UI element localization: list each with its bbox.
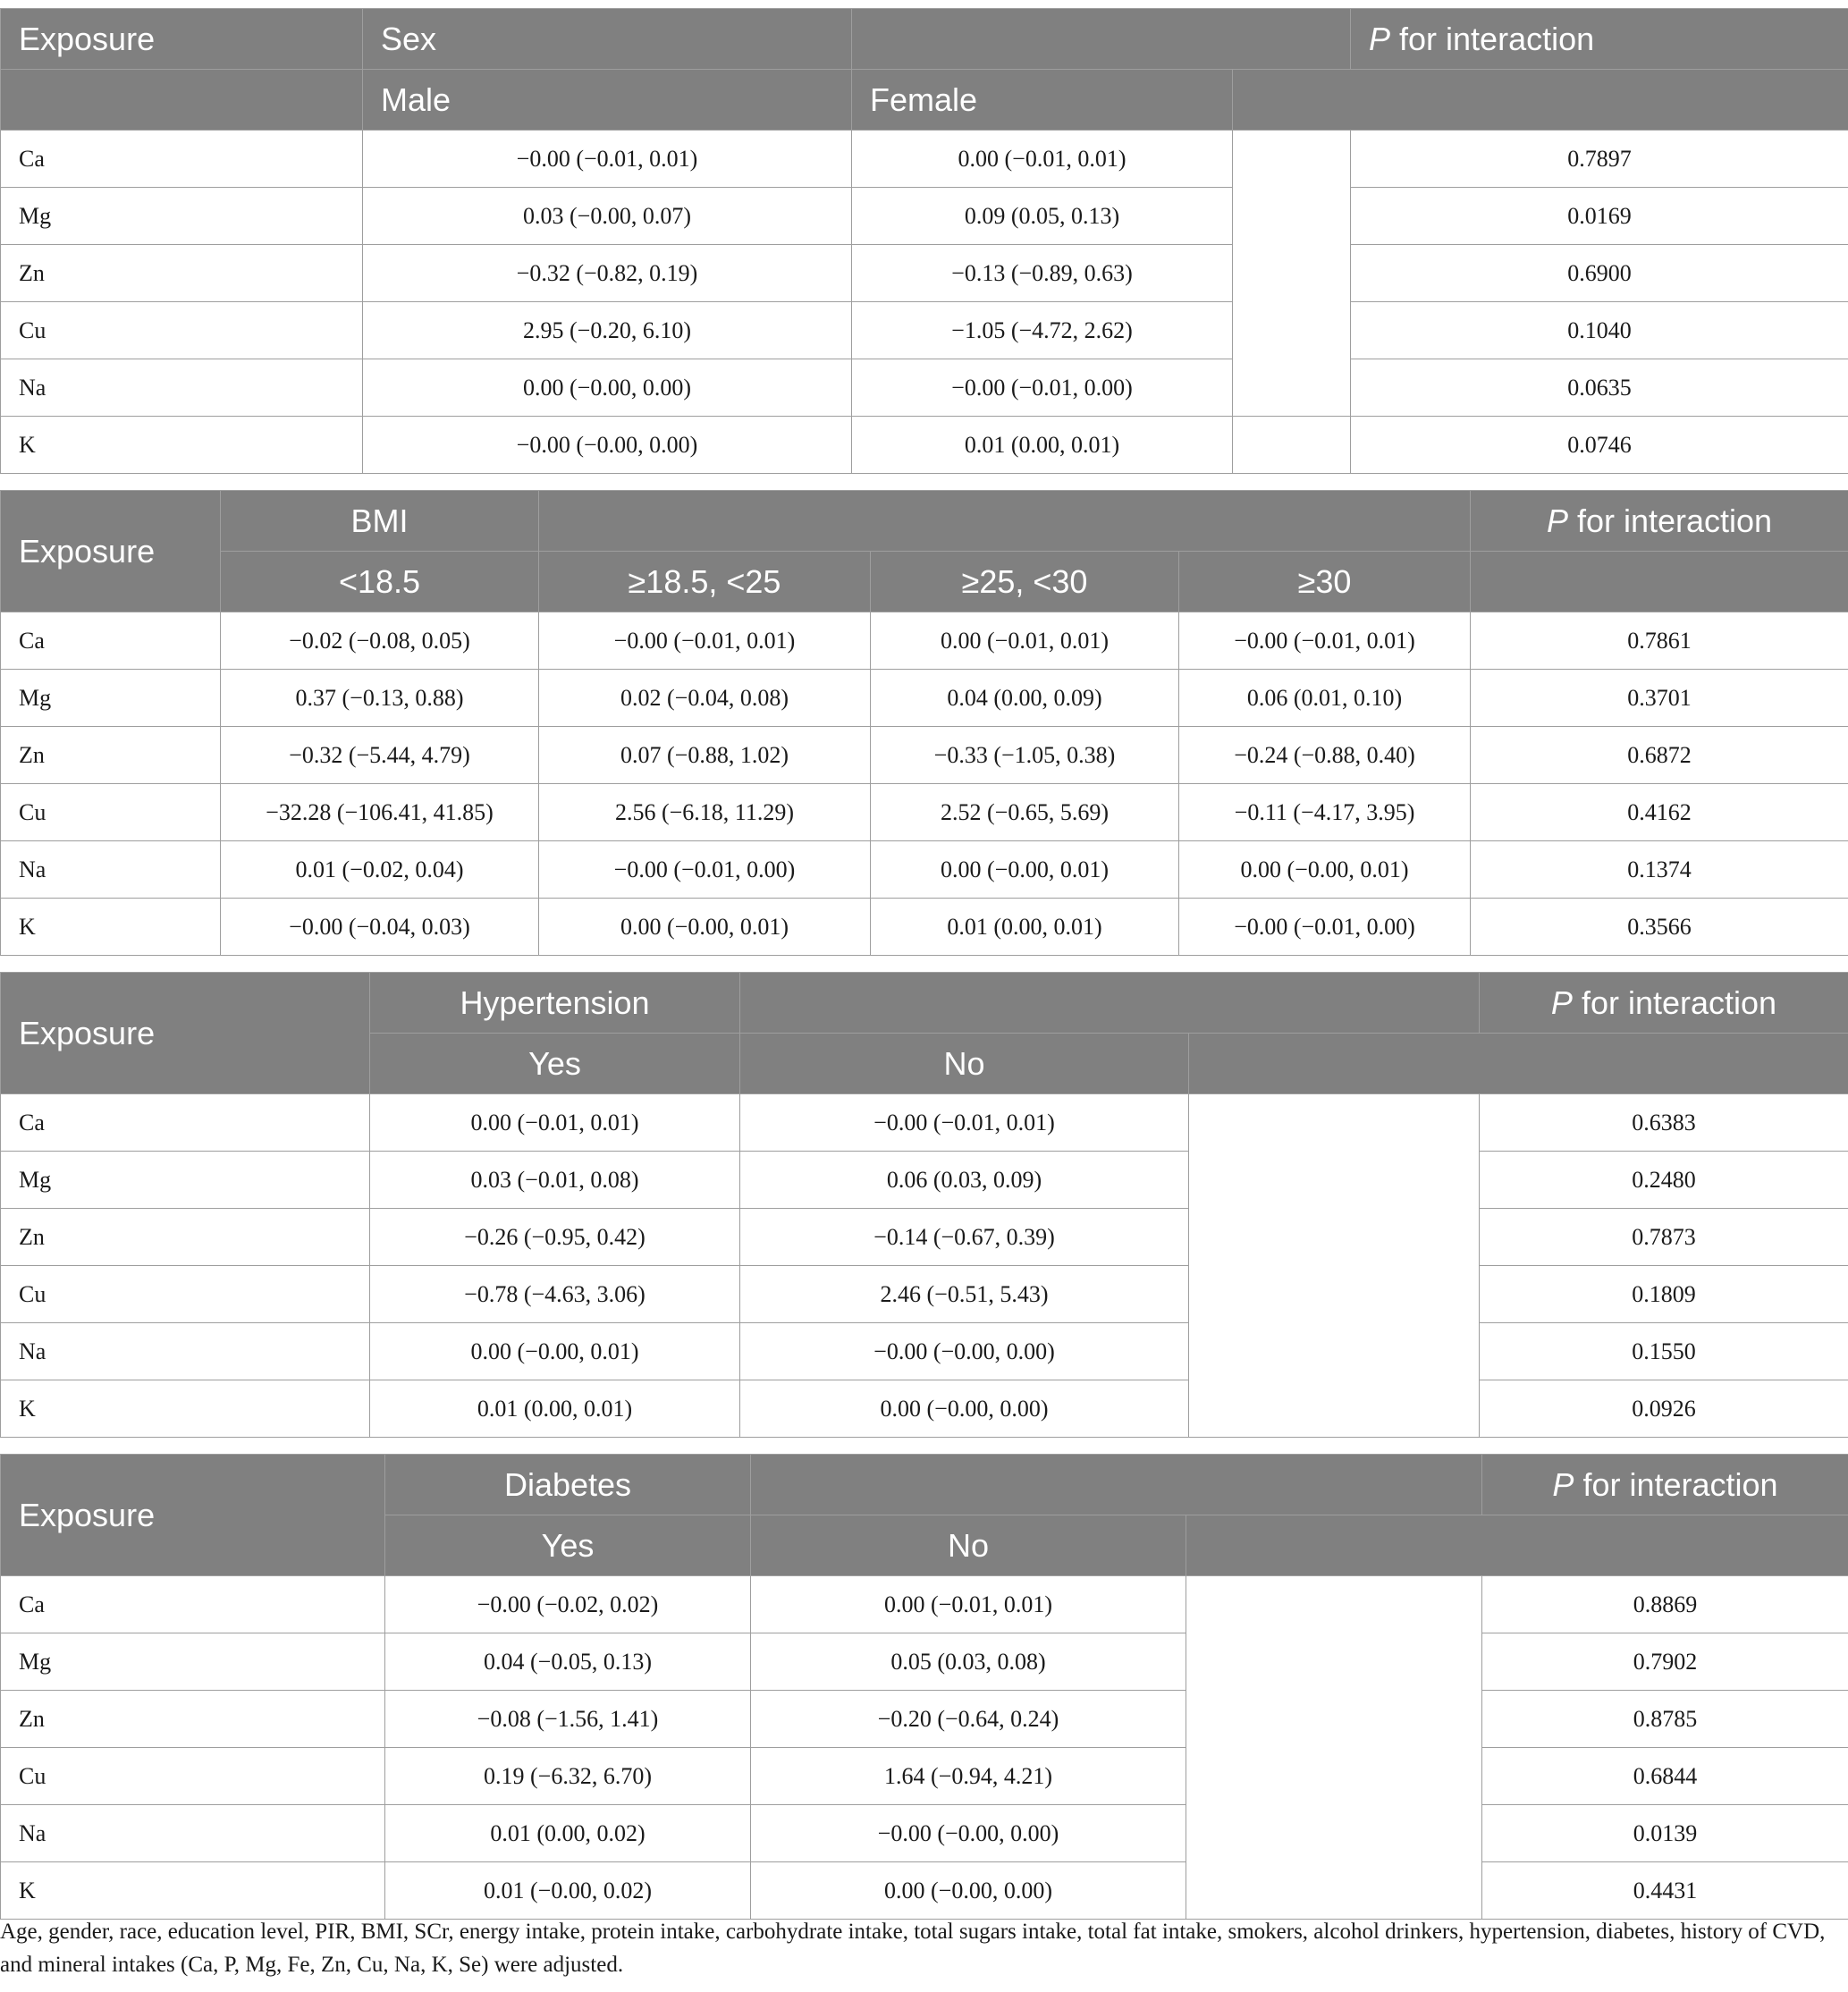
blank-cell [1233,417,1351,474]
exposure-cell: Ca [1,1094,370,1152]
exposure-cell: Zn [1,727,221,784]
p-value-cell: 0.8785 [1482,1691,1848,1748]
value-cell: −0.32 (−5.44, 4.79) [221,727,539,784]
p-value-cell: 0.7902 [1482,1633,1848,1691]
value-cell: −0.26 (−0.95, 0.42) [370,1209,740,1266]
p-value-cell: 0.6383 [1480,1094,1848,1152]
header-spacer [1186,1515,1848,1576]
exposure-cell: Ca [1,612,221,670]
value-cell: −0.08 (−1.56, 1.41) [385,1691,751,1748]
p-interaction-header: P for interaction [1480,973,1848,1034]
value-cell: 0.01 (0.00, 0.01) [370,1380,740,1438]
exposure-header: Exposure [1,9,363,70]
table-row [1,612,1848,670]
hypertension-group-header: Hypertension [370,973,740,1034]
exposure-cell: Cu [1,302,363,359]
bmi-subgroup-table [0,490,1848,956]
value-cell: 0.37 (−0.13, 0.88) [221,670,539,727]
table-row [1,359,1848,417]
value-cell: 0.01 (−0.02, 0.04) [221,841,539,899]
value-cell: −0.00 (−0.00, 0.00) [363,417,852,474]
value-cell: 2.52 (−0.65, 5.69) [871,784,1179,841]
p-value-cell: 0.7897 [1351,131,1848,188]
header-spacer [1189,1034,1848,1094]
value-cell: −0.00 (−0.02, 0.02) [385,1576,751,1633]
exposure-cell: Cu [1,1748,385,1805]
exposure-cell: K [1,1862,385,1920]
p-value-cell: 0.0139 [1482,1805,1848,1862]
p-value-cell: 0.0169 [1351,188,1848,245]
header-spacer [539,491,1471,552]
exposure-cell: K [1,899,221,956]
exposure-header: Exposure [1,973,370,1094]
sex-subgroup-table [0,8,1848,474]
value-cell: 0.06 (0.03, 0.09) [740,1152,1189,1209]
value-cell: −0.32 (−0.82, 0.19) [363,245,852,302]
table-row [1,1152,1848,1209]
blank-cell [1186,1576,1482,1920]
value-cell: −0.14 (−0.67, 0.39) [740,1209,1189,1266]
table-row [1,1691,1848,1748]
value-cell: 0.04 (−0.05, 0.13) [385,1633,751,1691]
p-value-cell: 0.3566 [1471,899,1848,956]
value-cell: 0.09 (0.05, 0.13) [852,188,1233,245]
p-value-cell: 0.7873 [1480,1209,1848,1266]
p-value-cell: 0.0635 [1351,359,1848,417]
value-cell: 2.46 (−0.51, 5.43) [740,1266,1189,1323]
value-cell: 0.02 (−0.04, 0.08) [539,670,871,727]
table-row [1,1805,1848,1862]
table-row [1,188,1848,245]
exposure-cell: Ca [1,131,363,188]
table-row [1,417,1848,474]
table-row [1,1209,1848,1266]
exposure-cell: Cu [1,1266,370,1323]
table-row [1,841,1848,899]
p-value-cell: 0.3701 [1471,670,1848,727]
value-cell: 0.00 (−0.00, 0.00) [363,359,852,417]
table-row [1,1633,1848,1691]
exposure-cell: Cu [1,784,221,841]
level-yes-header: Yes [385,1515,751,1576]
p-value-cell: 0.1374 [1471,841,1848,899]
level-bmi-under-18-5-header: <18.5 [221,552,539,612]
exposure-cell: Na [1,841,221,899]
value-cell: 0.03 (−0.00, 0.07) [363,188,852,245]
value-cell: 2.95 (−0.20, 6.10) [363,302,852,359]
level-bmi-18-5-25-header: ≥18.5, <25 [539,552,871,612]
table-row [1,245,1848,302]
p-value-cell: 0.4431 [1482,1862,1848,1920]
exposure-cell: Mg [1,188,363,245]
value-cell: −0.00 (−0.01, 0.00) [1179,899,1471,956]
exposure-cell: Zn [1,245,363,302]
table-row [1,131,1848,188]
table-row [1,1380,1848,1438]
value-cell: −0.24 (−0.88, 0.40) [1179,727,1471,784]
value-cell: 0.00 (−0.01, 0.01) [370,1094,740,1152]
value-cell: −0.00 (−0.01, 0.01) [740,1094,1189,1152]
p-interaction-header: P for interaction [1351,9,1848,70]
level-bmi-30-plus-header: ≥30 [1179,552,1471,612]
header-spacer [740,973,1480,1034]
value-cell: 0.05 (0.03, 0.08) [751,1633,1186,1691]
exposure-cell: Na [1,1805,385,1862]
value-cell: −0.33 (−1.05, 0.38) [871,727,1179,784]
value-cell: 0.06 (0.01, 0.10) [1179,670,1471,727]
value-cell: −0.00 (−0.01, 0.01) [539,612,871,670]
value-cell: 0.07 (−0.88, 1.02) [539,727,871,784]
value-cell: −0.78 (−4.63, 3.06) [370,1266,740,1323]
p-interaction-header: P for interaction [1471,491,1848,552]
value-cell: −0.00 (−0.01, 0.00) [852,359,1233,417]
value-cell: 0.00 (−0.00, 0.01) [539,899,871,956]
level-no-header: No [751,1515,1186,1576]
value-cell: 0.00 (−0.01, 0.01) [852,131,1233,188]
header-spacer [751,1455,1482,1515]
level-yes-header: Yes [370,1034,740,1094]
p-value-cell: 0.6900 [1351,245,1848,302]
table-footnote: Age, gender, race, education level, PIR, BMI, SCr, energy intake, protein intake, carbohydrate intake, total sugars intake, total fat intake, smokers, alcohol drinkers, hypertension, diabetes, history of CVD, and mineral intakes (Ca, P, Mg, Fe, Zn, Cu, Na, K, Se) were adjusted. [0,1920,1826,1977]
p-value-cell: 0.1550 [1480,1323,1848,1380]
table-row [1,302,1848,359]
header-spacer [852,9,1351,70]
exposure-cell: Na [1,1323,370,1380]
blank-cell [1233,131,1351,417]
p-value-cell: 0.6844 [1482,1748,1848,1805]
value-cell: 0.01 (0.00, 0.02) [385,1805,751,1862]
value-cell: −0.00 (−0.01, 0.01) [1179,612,1471,670]
diabetes-group-header: Diabetes [385,1455,751,1515]
exposure-cell: Mg [1,1152,370,1209]
value-cell: 0.00 (−0.00, 0.01) [871,841,1179,899]
table-row [1,1266,1848,1323]
table-row [1,1576,1848,1633]
table-row [1,1094,1848,1152]
value-cell: −0.00 (−0.00, 0.00) [740,1323,1189,1380]
level-female-header: Female [852,70,1233,131]
exposure-header-lower [1,70,363,131]
value-cell: 0.00 (−0.01, 0.01) [751,1576,1186,1633]
table-row [1,1862,1848,1920]
p-value-cell: 0.7861 [1471,612,1848,670]
table-row [1,727,1848,784]
exposure-cell: Zn [1,1691,385,1748]
value-cell: −0.00 (−0.00, 0.00) [751,1805,1186,1862]
exposure-header: Exposure [1,1455,385,1576]
value-cell: 0.00 (−0.00, 0.01) [1179,841,1471,899]
table-row [1,784,1848,841]
table-row [1,670,1848,727]
exposure-cell: Na [1,359,363,417]
value-cell: 0.04 (0.00, 0.09) [871,670,1179,727]
header-spacer [1471,552,1848,612]
value-cell: −0.20 (−0.64, 0.24) [751,1691,1186,1748]
level-bmi-25-30-header: ≥25, <30 [871,552,1179,612]
value-cell: −0.00 (−0.04, 0.03) [221,899,539,956]
sex-group-header: Sex [363,9,852,70]
exposure-cell: Mg [1,1633,385,1691]
p-interaction-header: P for interaction [1482,1455,1848,1515]
value-cell: 1.64 (−0.94, 4.21) [751,1748,1186,1805]
table-row [1,1748,1848,1805]
value-cell: 0.00 (−0.01, 0.01) [871,612,1179,670]
value-cell: −1.05 (−4.72, 2.62) [852,302,1233,359]
value-cell: −0.02 (−0.08, 0.05) [221,612,539,670]
blank-cell [1189,1094,1480,1438]
value-cell: 0.00 (−0.00, 0.01) [370,1323,740,1380]
p-value-cell: 0.4162 [1471,784,1848,841]
exposure-header: Exposure [1,491,221,612]
p-value-cell: 0.6872 [1471,727,1848,784]
value-cell: 0.01 (0.00, 0.01) [852,417,1233,474]
exposure-cell: Ca [1,1576,385,1633]
value-cell: 0.00 (−0.00, 0.00) [751,1862,1186,1920]
level-no-header: No [740,1034,1189,1094]
p-value-cell: 0.1040 [1351,302,1848,359]
value-cell: 0.19 (−6.32, 6.70) [385,1748,751,1805]
exposure-cell: K [1,1380,370,1438]
value-cell: −0.00 (−0.01, 0.01) [363,131,852,188]
exposure-cell: Mg [1,670,221,727]
bmi-group-header: BMI [221,491,539,552]
value-cell: 0.01 (−0.00, 0.02) [385,1862,751,1920]
table-row [1,899,1848,956]
p-value-cell: 0.1809 [1480,1266,1848,1323]
p-value-cell: 0.8869 [1482,1576,1848,1633]
value-cell: −32.28 (−106.41, 41.85) [221,784,539,841]
value-cell: 0.01 (0.00, 0.01) [871,899,1179,956]
value-cell: 0.00 (−0.00, 0.00) [740,1380,1189,1438]
value-cell: 0.03 (−0.01, 0.08) [370,1152,740,1209]
value-cell: −0.13 (−0.89, 0.63) [852,245,1233,302]
header-spacer [1233,70,1848,131]
diabetes-subgroup-table [0,1454,1848,1920]
exposure-cell: K [1,417,363,474]
value-cell: −0.00 (−0.01, 0.00) [539,841,871,899]
p-value-cell: 0.0926 [1480,1380,1848,1438]
exposure-cell: Zn [1,1209,370,1266]
level-male-header: Male [363,70,852,131]
table-row [1,1323,1848,1380]
value-cell: −0.11 (−4.17, 3.95) [1179,784,1471,841]
hypertension-subgroup-table [0,972,1848,1438]
value-cell: 2.56 (−6.18, 11.29) [539,784,871,841]
p-value-cell: 0.2480 [1480,1152,1848,1209]
p-value-cell: 0.0746 [1351,417,1848,474]
